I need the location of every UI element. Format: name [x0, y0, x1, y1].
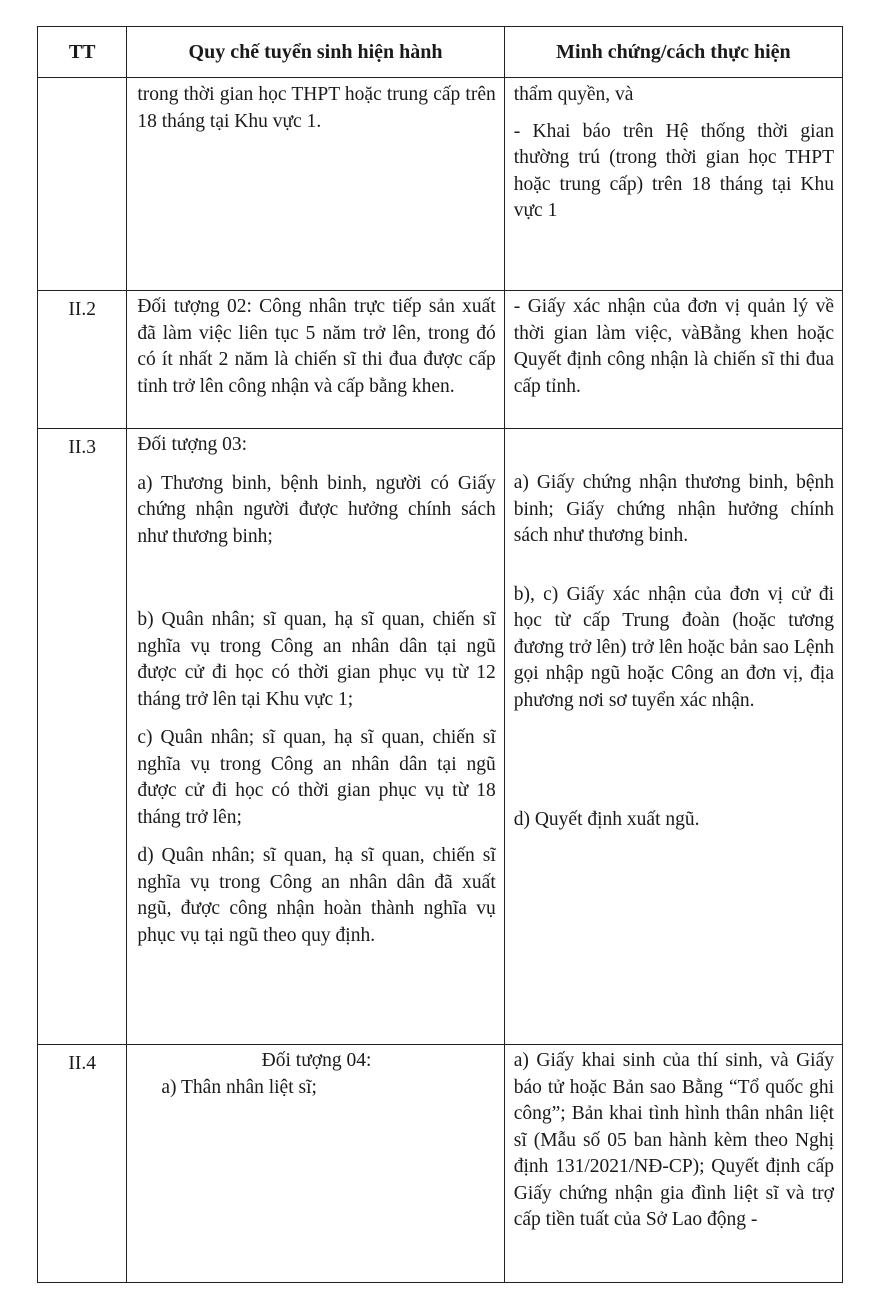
table-row	[38, 78, 843, 291]
regulation-heading: Đối tượng 03:	[137, 434, 248, 455]
row-regulation-cell	[127, 1045, 504, 1283]
row-tt: II.3	[38, 429, 127, 1045]
row-tt: II.2	[38, 291, 127, 429]
row-evidence-cell	[504, 1045, 842, 1283]
row-tt	[38, 78, 127, 291]
table-row	[38, 291, 843, 429]
evidence-item-a: a) Giấy chứng nhận thương binh, bệnh binh; Giấy chứng nhận hưởng chính sách như thương binh.	[513, 472, 834, 546]
evidence-text: - Khai báo trên Hệ thống thời gian thường trú (trong thời gian học THPT hoặc trung cấp) trên 18 tháng tại Khu vực 1	[513, 120, 834, 221]
regulation-item-c: c) Quân nhân; sĩ quan, hạ sĩ quan, chiến sĩ nghĩa vụ trong Công an nhân dân tại ngũ được cử đi học có thời gian phục vụ từ 18 tháng trở lên;	[137, 727, 496, 828]
regulation-item-a: a) Thương binh, bệnh binh, người có Giấy chứng nhận người được hưởng chính sách như thương binh;	[137, 472, 496, 547]
regulation-text: Đối tượng 02: Công nhân trực tiếp sản xuất đã làm việc liên tục 5 năm trở lên, trong đó có ít nhất 2 năm là chiến sĩ thi đua được cấp tỉnh trở lên công nhận và cấp bằng khen.	[137, 296, 496, 397]
row-regulation-cell	[127, 429, 504, 1045]
row-evidence-cell	[504, 291, 842, 429]
regulation-text: trong thời gian học THPT hoặc trung cấp trên 18 tháng tại Khu vực 1.	[137, 84, 496, 132]
evidence-item-d: d) Quyết định xuất ngũ.	[513, 809, 700, 830]
regulation-item-a: a) Thân nhân liệt sĩ;	[161, 1076, 317, 1098]
row-regulation-cell	[127, 78, 504, 291]
table-row	[38, 429, 843, 1045]
row-regulation-cell	[127, 291, 504, 429]
table-row	[38, 1045, 843, 1283]
header-evidence: Minh chứng/cách thực hiện	[504, 27, 842, 78]
header-regulation: Quy chế tuyển sinh hiện hành	[127, 27, 504, 78]
regulation-item-b: b) Quân nhân; sĩ quan, hạ sĩ quan, chiến sĩ nghĩa vụ trong Công an nhân dân tại ngũ được cử đi học có thời gian phục vụ từ 12 tháng trở lên tại Khu vực 1;	[137, 609, 496, 710]
evidence-text: thẩm quyền, và	[513, 84, 634, 105]
admission-evidence-table	[37, 26, 843, 1283]
evidence-item-a: a) Giấy khai sinh của thí sinh, và Giấy báo tử hoặc Bản sao Bằng “Tổ quốc ghi công”; Bản khai tình hình thân nhân liệt sĩ (Mẫu số 05 ban hành kèm theo Nghị định 131/2021/NĐ-CP); Quyết định cấp Giấy chứng nhận gia đình liệt sĩ và trợ cấp tiền tuất của Sở Lao động -	[513, 1050, 834, 1230]
evidence-text: - Giấy xác nhận của đơn vị quản lý về thời gian làm việc, vàBằng khen hoặc Quyết định công nhận là chiến sĩ thi đua cấp tỉnh.	[513, 296, 834, 397]
header-tt: TT	[38, 27, 127, 78]
row-tt: II.4	[38, 1045, 127, 1283]
row-evidence-cell	[504, 78, 842, 291]
row-evidence-cell	[504, 429, 842, 1045]
regulation-item-d: d) Quân nhân; sĩ quan, hạ sĩ quan, chiến sĩ nghĩa vụ trong Công an nhân dân đã xuất ngũ, được công nhận hoàn thành nghĩa vụ phục vụ tại ngũ theo quy định.	[137, 845, 496, 946]
regulation-heading: Đối tượng 04:	[261, 1050, 372, 1071]
table-header-row	[38, 27, 843, 78]
evidence-item-bc: b), c) Giấy xác nhận của đơn vị cử đi học từ cấp Trung đoàn (hoặc tương đương trở lên) trở lên hoặc bản sao Lệnh gọi nhập ngũ hoặc Công an đơn vị, địa phương nơi sơ tuyển xác nhận.	[513, 583, 834, 711]
